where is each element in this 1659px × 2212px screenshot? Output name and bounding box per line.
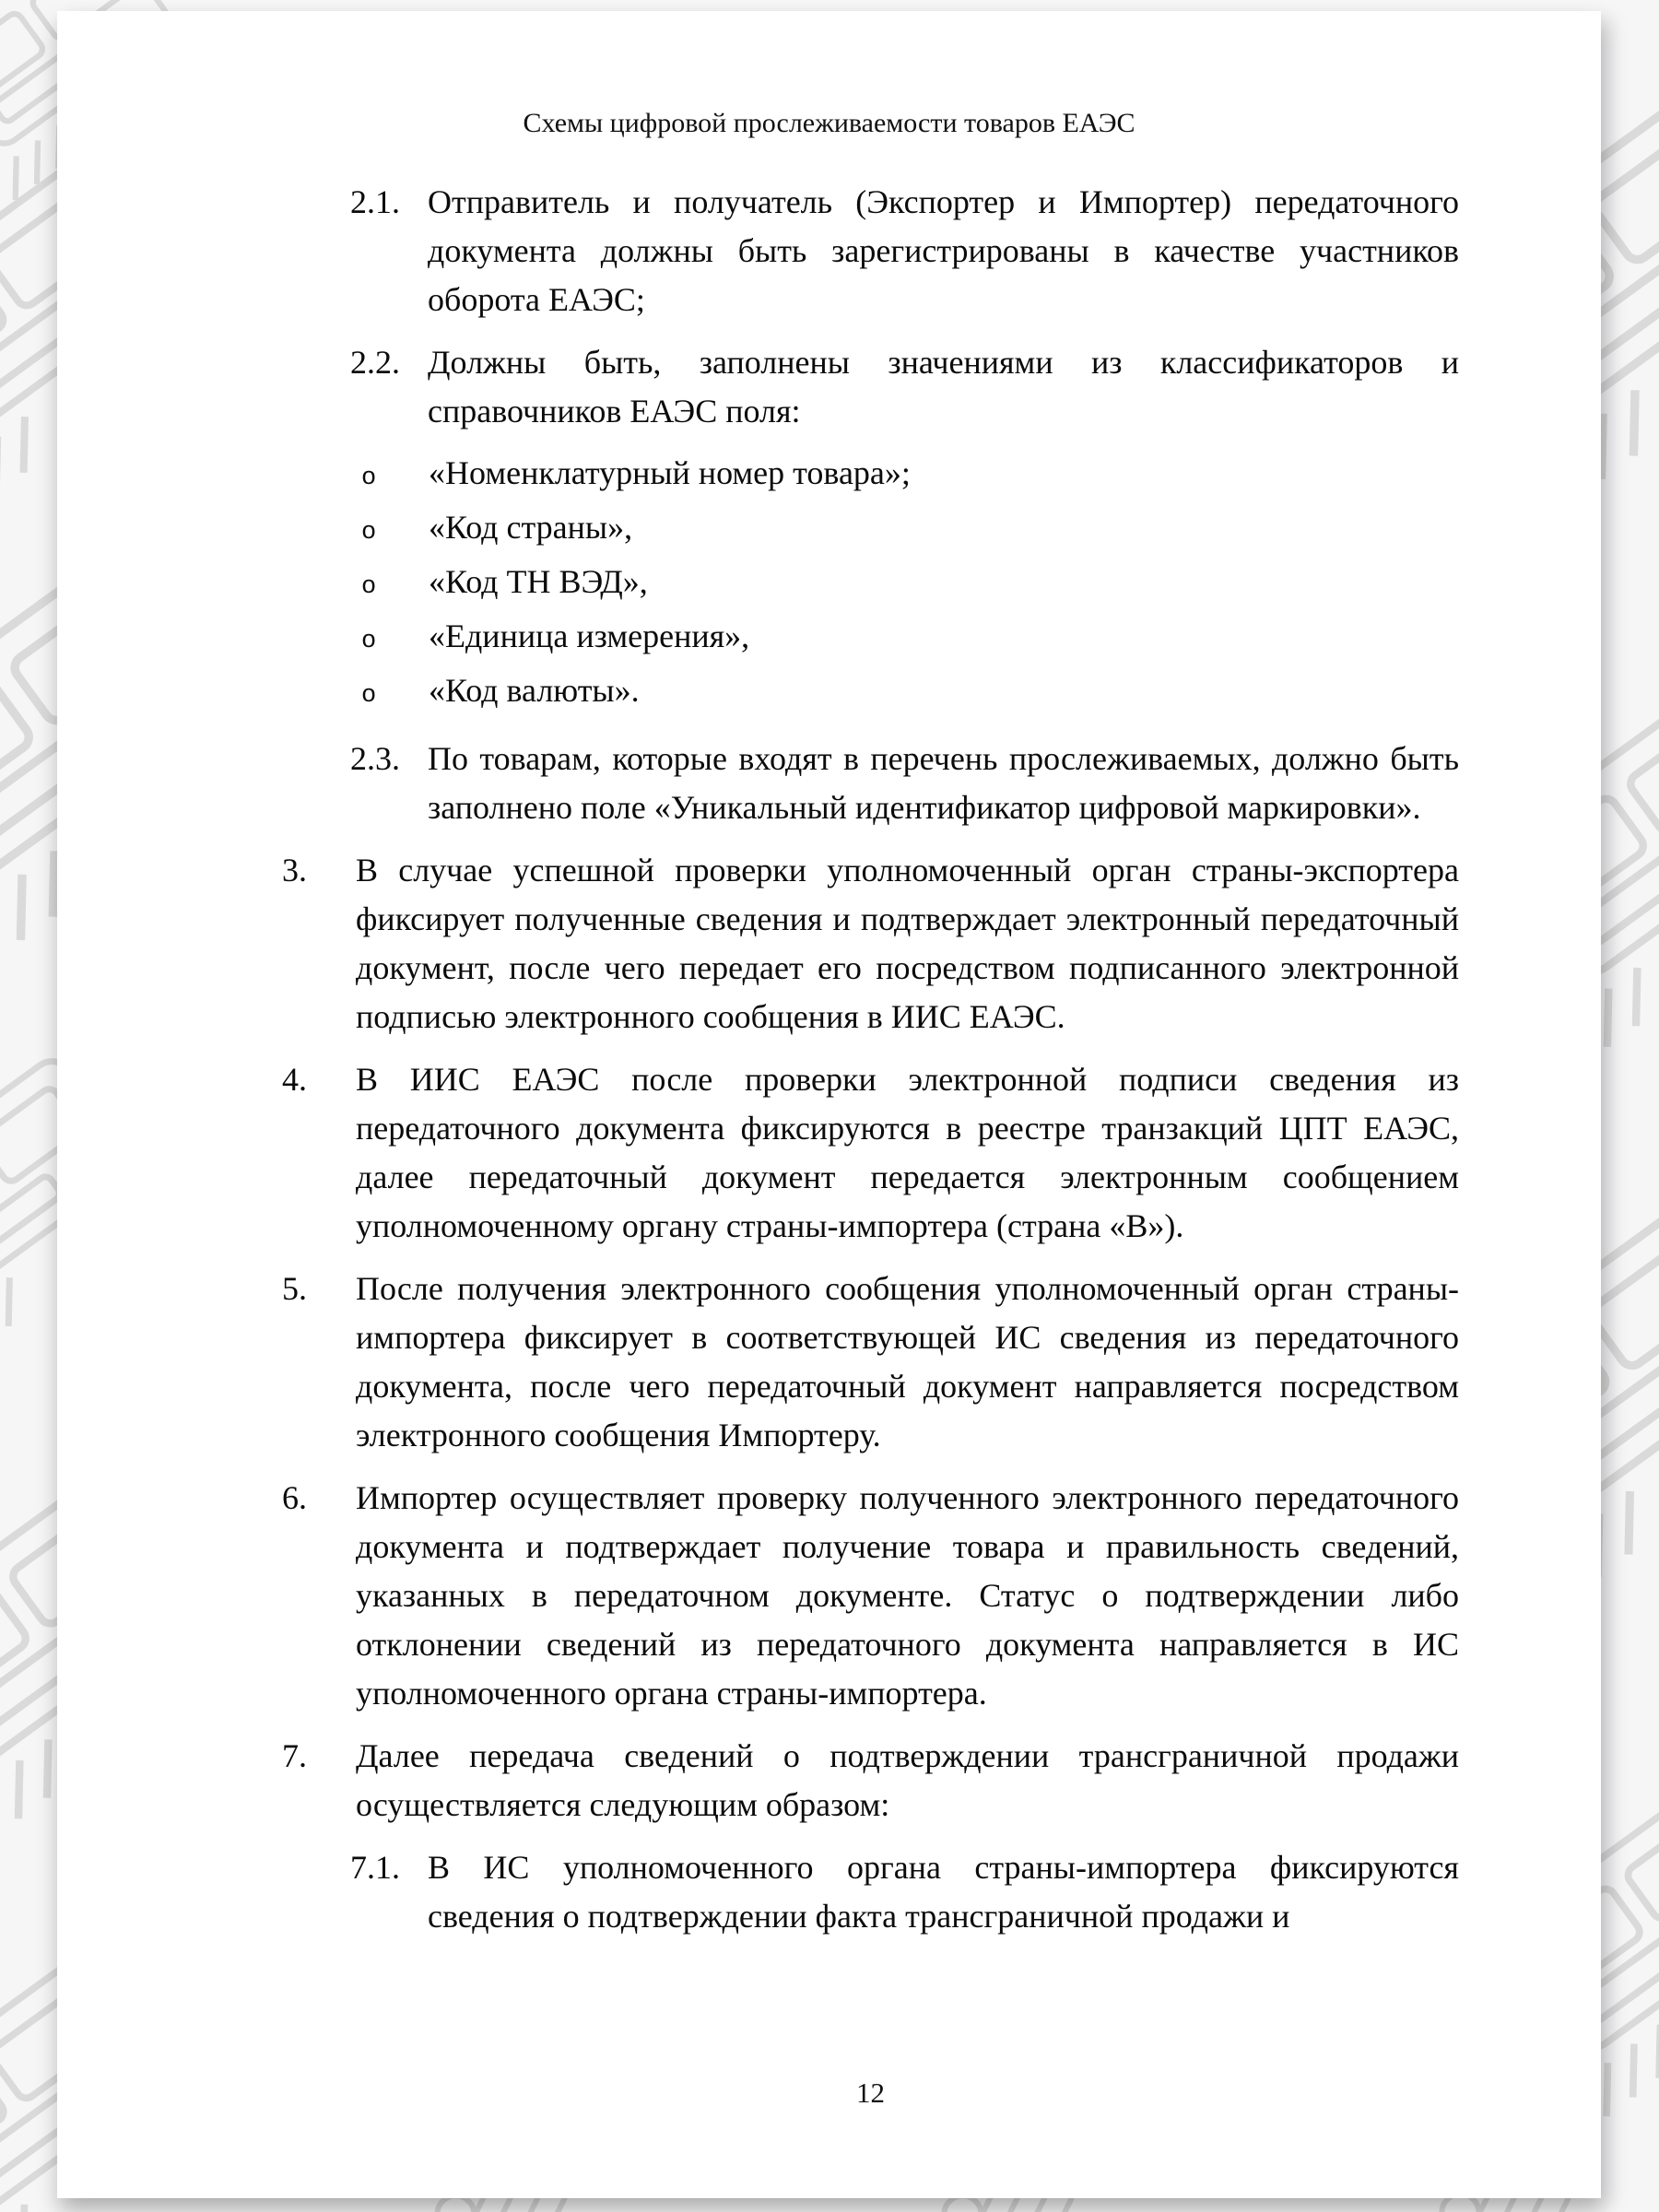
bullet-item-currency-code	[361, 666, 1459, 721]
list-item-5	[282, 1265, 1459, 1460]
running-header-title: Схемы цифровой прослеживаемости товаров ЕАЭС	[523, 108, 1135, 138]
bullet-item-country-code	[361, 503, 1459, 558]
item-text: «Номенклатурный номер товара»;	[429, 454, 911, 491]
bullet-item-tnved-code	[361, 558, 1459, 612]
item-number: 2.3.	[350, 740, 400, 777]
item-text: В ИИС ЕАЭС после проверки электронной подписи сведения из передаточного документа фиксируются в реестре транзакций ЦПТ ЕАЭС, далее передаточный документ передается электронным сообщением уполномоченному органу страны-импортера (страна «В»).	[356, 1061, 1459, 1244]
bullet-marker: o	[361, 519, 377, 547]
list-item-3	[282, 846, 1459, 1041]
item-text: Импортер осуществляет проверку полученного электронного передаточного документа и подтверждает получение товара и правильность сведений, указанных в передаточном документе. Статус о подтверждении либо отклонении сведений из передаточного документа направляется в ИС уполномоченного органа страны-импортера.	[356, 1479, 1459, 1712]
bullet-marker: o	[361, 573, 377, 601]
list-item-4	[282, 1055, 1459, 1251]
item-number: 7.	[282, 1737, 307, 1774]
bullet-item-measure-unit	[361, 612, 1459, 666]
item-text: «Код ТН ВЭД»,	[429, 563, 648, 600]
list-item-2-2	[350, 338, 1459, 436]
item-text: После получения электронного сообщения уполномоченный орган страны-импортера фиксирует в соответствующей ИС сведения из передаточного документа, после чего передаточный документ направляется посредством электронного сообщения Импортеру.	[356, 1270, 1459, 1453]
item-text: Далее передача сведений о подтверждении трансграничной продажи осуществляется следующим образом:	[356, 1737, 1459, 1823]
list-item-2-1	[350, 178, 1459, 324]
list-item-6	[282, 1474, 1459, 1718]
item-text: «Код валюты».	[429, 672, 640, 709]
item-number: 7.1.	[350, 1849, 400, 1886]
bullet-marker: o	[361, 682, 377, 710]
bullet-item-nomenclature-number	[361, 449, 1459, 503]
bullet-marker: o	[361, 465, 377, 492]
item-text: Должны быть, заполнены значениями из классификаторов и справочников ЕАЭС поля:	[428, 344, 1459, 429]
item-number: 5.	[282, 1270, 307, 1307]
document-page	[57, 11, 1601, 2198]
item-text: В ИС уполномоченного органа страны-импортера фиксируются сведения о подтверждении факта трансграничной продажи и	[428, 1849, 1459, 1935]
item-text: «Единица измерения»,	[429, 618, 750, 654]
item-number: 3.	[282, 852, 307, 888]
page-number: 12	[856, 2077, 885, 2109]
item-text: В случае успешной проверки уполномоченный орган страны-экспортера фиксирует полученные сведения и подтверждает электронный передаточный документ, после чего передает его посредством подписанного электронной подписью электронного сообщения в ИИС ЕАЭС.	[356, 852, 1459, 1035]
item-number: 4.	[282, 1061, 307, 1098]
item-text: Отправитель и получатель (Экспортер и Импортер) передаточного документа должны быть зарегистрированы в качестве участников оборота ЕАЭС;	[428, 183, 1459, 318]
list-item-7-1	[350, 1843, 1459, 1941]
item-number: 6.	[282, 1479, 307, 1516]
list-item-2-3	[350, 735, 1459, 832]
item-text: «Код страны»,	[429, 509, 633, 546]
document-body	[282, 178, 1459, 1941]
item-number: 2.1.	[350, 183, 400, 220]
list-item-7	[282, 1732, 1459, 1830]
bullet-marker: o	[361, 628, 377, 655]
item-number: 2.2.	[350, 344, 400, 381]
item-text: По товарам, которые входят в перечень прослеживаемых, должно быть заполнено поле «Уникальный идентификатор цифровой маркировки».	[428, 740, 1459, 826]
